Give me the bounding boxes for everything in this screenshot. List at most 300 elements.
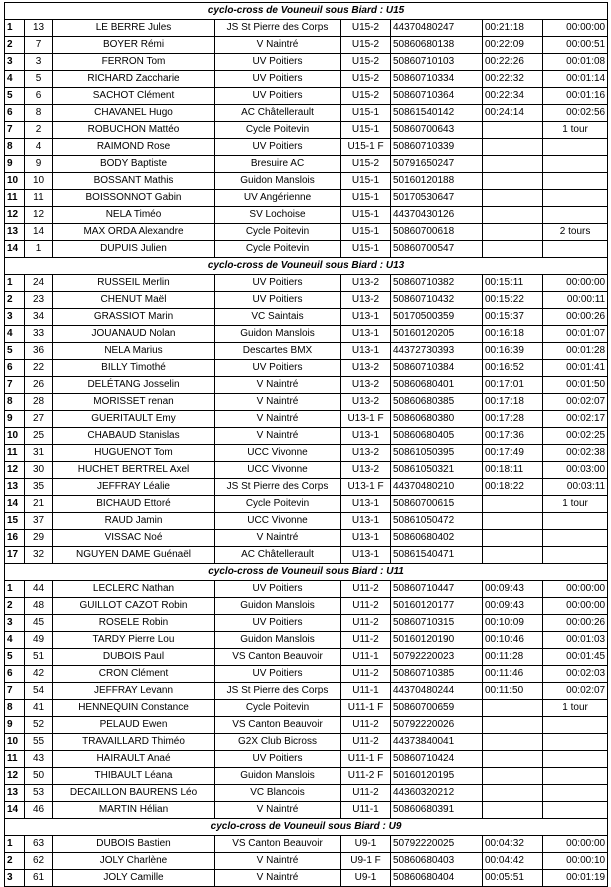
category-cell: U11-2 xyxy=(341,615,391,632)
license-cell: 50860710382 xyxy=(391,275,483,292)
club-cell: UCC Vivonne xyxy=(215,462,341,479)
rider-name-cell: JOLY Charlène xyxy=(53,853,215,870)
gap-cell xyxy=(543,717,608,734)
license-cell: 50792220026 xyxy=(391,717,483,734)
bib-cell: 23 xyxy=(25,292,53,309)
time-cell: 00:11:50 xyxy=(483,683,543,700)
time-cell: 00:22:09 xyxy=(483,37,543,54)
gap-cell: 00:02:17 xyxy=(543,411,608,428)
time-cell xyxy=(483,139,543,156)
time-cell: 00:16:18 xyxy=(483,326,543,343)
table-row xyxy=(5,496,608,513)
gap-cell xyxy=(543,173,608,190)
time-cell xyxy=(483,513,543,530)
category-cell: U13-1 xyxy=(341,530,391,547)
category-cell: U15-2 xyxy=(341,156,391,173)
gap-cell: 00:01:28 xyxy=(543,343,608,360)
club-cell: AC Châtellerault xyxy=(215,105,341,122)
rider-name-cell: SACHOT Clément xyxy=(53,88,215,105)
license-cell: 50860680380 xyxy=(391,411,483,428)
gap-cell: 00:01:14 xyxy=(543,71,608,88)
bib-cell: 26 xyxy=(25,377,53,394)
license-cell: 50160120190 xyxy=(391,632,483,649)
rider-name-cell: JEFFRAY Léalie xyxy=(53,479,215,496)
table-row xyxy=(5,853,608,870)
section-header-row xyxy=(5,564,608,581)
table-row xyxy=(5,190,608,207)
license-cell: 50860710364 xyxy=(391,88,483,105)
section-title: cyclo-cross de Vouneuil sous Biard : U11 xyxy=(5,564,608,581)
gap-cell xyxy=(543,802,608,819)
rank-cell: 14 xyxy=(5,241,25,258)
category-cell: U15-2 xyxy=(341,37,391,54)
gap-cell: 00:02:07 xyxy=(543,683,608,700)
section-title: cyclo-cross de Vouneuil sous Biard : U9 xyxy=(5,819,608,836)
rank-cell: 3 xyxy=(5,870,25,887)
rank-cell: 2 xyxy=(5,853,25,870)
time-cell xyxy=(483,241,543,258)
rider-name-cell: ROSELE Robin xyxy=(53,615,215,632)
license-cell: 50792220023 xyxy=(391,649,483,666)
bib-cell: 31 xyxy=(25,445,53,462)
rider-name-cell: HENNEQUIN Constance xyxy=(53,700,215,717)
bib-cell: 3 xyxy=(25,54,53,71)
category-cell: U13-1 F xyxy=(341,479,391,496)
time-cell: 00:18:22 xyxy=(483,479,543,496)
bib-cell: 61 xyxy=(25,870,53,887)
time-cell xyxy=(483,530,543,547)
club-cell: V Naintré xyxy=(215,411,341,428)
category-cell: U13-2 xyxy=(341,394,391,411)
rider-name-cell: JEFFRAY Levann xyxy=(53,683,215,700)
table-row xyxy=(5,768,608,785)
rank-cell: 2 xyxy=(5,598,25,615)
rank-cell: 9 xyxy=(5,411,25,428)
category-cell: U13-1 xyxy=(341,496,391,513)
time-cell: 00:21:18 xyxy=(483,20,543,37)
rider-name-cell: HUGUENOT Tom xyxy=(53,445,215,462)
bib-cell: 48 xyxy=(25,598,53,615)
rider-name-cell: RAUD Jamin xyxy=(53,513,215,530)
club-cell: V Naintré xyxy=(215,802,341,819)
time-cell: 00:15:37 xyxy=(483,309,543,326)
table-row xyxy=(5,207,608,224)
time-cell: 00:16:39 xyxy=(483,343,543,360)
table-row xyxy=(5,836,608,853)
club-cell: UV Poitiers xyxy=(215,71,341,88)
rider-name-cell: DUPUIS Julien xyxy=(53,241,215,258)
bib-cell: 43 xyxy=(25,751,53,768)
rank-cell: 10 xyxy=(5,428,25,445)
time-cell: 00:17:36 xyxy=(483,428,543,445)
rank-cell: 12 xyxy=(5,462,25,479)
category-cell: U13-1 F xyxy=(341,411,391,428)
club-cell: VC Blancois xyxy=(215,785,341,802)
club-cell: Descartes BMX xyxy=(215,343,341,360)
rider-name-cell: RAIMOND Rose xyxy=(53,139,215,156)
table-row xyxy=(5,785,608,802)
category-cell: U15-2 xyxy=(341,20,391,37)
license-cell: 44370430126 xyxy=(391,207,483,224)
gap-cell: 00:02:07 xyxy=(543,394,608,411)
table-row xyxy=(5,224,608,241)
club-cell: VS Canton Beauvoir xyxy=(215,649,341,666)
table-row xyxy=(5,598,608,615)
rank-cell: 1 xyxy=(5,836,25,853)
club-cell: V Naintré xyxy=(215,853,341,870)
rider-name-cell: TARDY Pierre Lou xyxy=(53,632,215,649)
club-cell: UV Poitiers xyxy=(215,139,341,156)
rank-cell: 17 xyxy=(5,547,25,564)
category-cell: U11-2 F xyxy=(341,768,391,785)
rank-cell: 5 xyxy=(5,88,25,105)
gap-cell xyxy=(543,156,608,173)
gap-cell xyxy=(543,734,608,751)
bib-cell: 55 xyxy=(25,734,53,751)
table-row xyxy=(5,445,608,462)
rank-cell: 6 xyxy=(5,105,25,122)
table-row xyxy=(5,632,608,649)
club-cell: Guidon Manslois xyxy=(215,598,341,615)
rider-name-cell: BOYER Rémi xyxy=(53,37,215,54)
table-row xyxy=(5,309,608,326)
gap-cell: 00:00:00 xyxy=(543,598,608,615)
license-cell: 50861050321 xyxy=(391,462,483,479)
rank-cell: 12 xyxy=(5,207,25,224)
license-cell: 50861050395 xyxy=(391,445,483,462)
rank-cell: 2 xyxy=(5,37,25,54)
gap-cell: 00:02:25 xyxy=(543,428,608,445)
gap-cell: 00:00:26 xyxy=(543,615,608,632)
time-cell xyxy=(483,734,543,751)
category-cell: U11-2 xyxy=(341,785,391,802)
club-cell: UV Poitiers xyxy=(215,275,341,292)
bib-cell: 45 xyxy=(25,615,53,632)
rider-name-cell: CRON Clément xyxy=(53,666,215,683)
club-cell: UV Poitiers xyxy=(215,666,341,683)
category-cell: U11-1 F xyxy=(341,700,391,717)
time-cell: 00:15:22 xyxy=(483,292,543,309)
category-cell: U15-1 xyxy=(341,190,391,207)
table-row xyxy=(5,870,608,887)
club-cell: AC Châtellerault xyxy=(215,547,341,564)
club-cell: V Naintré xyxy=(215,428,341,445)
rank-cell: 10 xyxy=(5,734,25,751)
rank-cell: 11 xyxy=(5,751,25,768)
gap-cell: 00:01:07 xyxy=(543,326,608,343)
club-cell: Cycle Poitevin xyxy=(215,496,341,513)
club-cell: VC Saintais xyxy=(215,309,341,326)
gap-cell: 00:00:00 xyxy=(543,20,608,37)
time-cell: 00:15:11 xyxy=(483,275,543,292)
time-cell: 00:18:11 xyxy=(483,462,543,479)
category-cell: U11-1 xyxy=(341,649,391,666)
bib-cell: 42 xyxy=(25,666,53,683)
table-row xyxy=(5,802,608,819)
license-cell: 50860700547 xyxy=(391,241,483,258)
rank-cell: 13 xyxy=(5,479,25,496)
time-cell xyxy=(483,802,543,819)
gap-cell: 00:01:45 xyxy=(543,649,608,666)
rider-name-cell: DUBOIS Bastien xyxy=(53,836,215,853)
rank-cell: 2 xyxy=(5,292,25,309)
gap-cell: 00:00:00 xyxy=(543,836,608,853)
license-cell: 50860680403 xyxy=(391,853,483,870)
table-row xyxy=(5,700,608,717)
bib-cell: 10 xyxy=(25,173,53,190)
category-cell: U15-1 xyxy=(341,173,391,190)
rank-cell: 7 xyxy=(5,122,25,139)
category-cell: U15-1 xyxy=(341,224,391,241)
club-cell: Guidon Manslois xyxy=(215,173,341,190)
rider-name-cell: MORISSET renan xyxy=(53,394,215,411)
bib-cell: 29 xyxy=(25,530,53,547)
bib-cell: 4 xyxy=(25,139,53,156)
gap-cell xyxy=(543,785,608,802)
license-cell: 50860710424 xyxy=(391,751,483,768)
time-cell: 00:22:34 xyxy=(483,88,543,105)
gap-cell: 00:01:19 xyxy=(543,870,608,887)
license-cell: 44373840041 xyxy=(391,734,483,751)
category-cell: U11-1 xyxy=(341,683,391,700)
bib-cell: 49 xyxy=(25,632,53,649)
table-row xyxy=(5,513,608,530)
club-cell: SV Lochoise xyxy=(215,207,341,224)
club-cell: JS St Pierre des Corps xyxy=(215,479,341,496)
time-cell xyxy=(483,768,543,785)
rider-name-cell: BOISSONNOT Gabin xyxy=(53,190,215,207)
table-row xyxy=(5,462,608,479)
license-cell: 50860680404 xyxy=(391,870,483,887)
rank-cell: 4 xyxy=(5,71,25,88)
rank-cell: 1 xyxy=(5,581,25,598)
gap-cell: 00:00:10 xyxy=(543,853,608,870)
license-cell: 50861050472 xyxy=(391,513,483,530)
gap-cell: 00:01:08 xyxy=(543,54,608,71)
club-cell: Cycle Poitevin xyxy=(215,241,341,258)
gap-cell xyxy=(543,513,608,530)
results-sheet xyxy=(4,2,607,887)
rider-name-cell: GUERITAULT Emy xyxy=(53,411,215,428)
table-row xyxy=(5,547,608,564)
license-cell: 50160120195 xyxy=(391,768,483,785)
category-cell: U13-1 xyxy=(341,547,391,564)
bib-cell: 53 xyxy=(25,785,53,802)
license-cell: 44370480247 xyxy=(391,20,483,37)
rank-cell: 4 xyxy=(5,326,25,343)
gap-cell: 00:02:56 xyxy=(543,105,608,122)
rank-cell: 11 xyxy=(5,445,25,462)
club-cell: VS Canton Beauvoir xyxy=(215,717,341,734)
category-cell: U13-2 xyxy=(341,377,391,394)
rank-cell: 4 xyxy=(5,632,25,649)
section-header-row xyxy=(5,3,608,20)
club-cell: UCC Vivonne xyxy=(215,513,341,530)
category-cell: U11-2 xyxy=(341,734,391,751)
license-cell: 50860710447 xyxy=(391,581,483,598)
rank-cell: 5 xyxy=(5,649,25,666)
license-cell: 44370480210 xyxy=(391,479,483,496)
rider-name-cell: BOSSANT Mathis xyxy=(53,173,215,190)
rank-cell: 13 xyxy=(5,224,25,241)
club-cell: UV Poitiers xyxy=(215,292,341,309)
rider-name-cell: MAX ORDA Alexandre xyxy=(53,224,215,241)
gap-cell: 00:00:26 xyxy=(543,309,608,326)
table-row xyxy=(5,649,608,666)
rider-name-cell: HAIRAULT Anaé xyxy=(53,751,215,768)
license-cell: 50160120205 xyxy=(391,326,483,343)
license-cell: 50860710385 xyxy=(391,666,483,683)
table-row xyxy=(5,241,608,258)
license-cell: 50860710432 xyxy=(391,292,483,309)
gap-cell xyxy=(543,190,608,207)
rank-cell: 8 xyxy=(5,700,25,717)
time-cell: 00:22:32 xyxy=(483,71,543,88)
category-cell: U15-1 xyxy=(341,105,391,122)
gap-cell xyxy=(543,530,608,547)
results-table xyxy=(4,2,608,887)
time-cell: 00:11:46 xyxy=(483,666,543,683)
category-cell: U13-1 xyxy=(341,428,391,445)
time-cell: 00:09:43 xyxy=(483,598,543,615)
time-cell: 00:10:46 xyxy=(483,632,543,649)
license-cell: 50860710334 xyxy=(391,71,483,88)
time-cell: 00:05:51 xyxy=(483,870,543,887)
license-cell: 44372730393 xyxy=(391,343,483,360)
time-cell xyxy=(483,207,543,224)
table-row xyxy=(5,156,608,173)
rider-name-cell: DUBOIS Paul xyxy=(53,649,215,666)
rider-name-cell: LE BERRE Jules xyxy=(53,20,215,37)
club-cell: Cycle Poitevin xyxy=(215,224,341,241)
club-cell: UV Poitiers xyxy=(215,751,341,768)
license-cell: 50792220025 xyxy=(391,836,483,853)
bib-cell: 35 xyxy=(25,479,53,496)
table-row xyxy=(5,139,608,156)
rider-name-cell: NGUYEN DAME Guénaël xyxy=(53,547,215,564)
club-cell: Guidon Manslois xyxy=(215,632,341,649)
table-row xyxy=(5,377,608,394)
bib-cell: 36 xyxy=(25,343,53,360)
rider-name-cell: GUILLOT CAZOT Robin xyxy=(53,598,215,615)
bib-cell: 32 xyxy=(25,547,53,564)
bib-cell: 44 xyxy=(25,581,53,598)
bib-cell: 62 xyxy=(25,853,53,870)
category-cell: U13-1 xyxy=(341,326,391,343)
category-cell: U13-2 xyxy=(341,445,391,462)
gap-cell xyxy=(543,547,608,564)
table-row xyxy=(5,683,608,700)
license-cell: 44370480244 xyxy=(391,683,483,700)
rider-name-cell: FERRON Tom xyxy=(53,54,215,71)
club-cell: Cycle Poitevin xyxy=(215,122,341,139)
club-cell: Guidon Manslois xyxy=(215,768,341,785)
category-cell: U13-2 xyxy=(341,462,391,479)
bib-cell: 11 xyxy=(25,190,53,207)
gap-cell: 00:01:16 xyxy=(543,88,608,105)
category-cell: U15-1 xyxy=(341,207,391,224)
bib-cell: 30 xyxy=(25,462,53,479)
category-cell: U13-2 xyxy=(341,275,391,292)
rank-cell: 12 xyxy=(5,768,25,785)
rank-cell: 1 xyxy=(5,20,25,37)
bib-cell: 21 xyxy=(25,496,53,513)
gap-cell: 00:02:38 xyxy=(543,445,608,462)
gap-cell: 00:03:00 xyxy=(543,462,608,479)
rank-cell: 6 xyxy=(5,360,25,377)
bib-cell: 41 xyxy=(25,700,53,717)
table-row xyxy=(5,20,608,37)
rank-cell: 10 xyxy=(5,173,25,190)
category-cell: U13-2 xyxy=(341,360,391,377)
rider-name-cell: GRASSIOT Marin xyxy=(53,309,215,326)
rider-name-cell: NELA Marius xyxy=(53,343,215,360)
table-row xyxy=(5,37,608,54)
license-cell: 50860680402 xyxy=(391,530,483,547)
category-cell: U11-1 F xyxy=(341,751,391,768)
rider-name-cell: BODY Baptiste xyxy=(53,156,215,173)
rider-name-cell: CHENUT Maël xyxy=(53,292,215,309)
gap-cell: 00:01:50 xyxy=(543,377,608,394)
gap-cell: 00:01:41 xyxy=(543,360,608,377)
rider-name-cell: LECLERC Nathan xyxy=(53,581,215,598)
table-row xyxy=(5,71,608,88)
club-cell: UV Poitiers xyxy=(215,88,341,105)
license-cell: 50860680138 xyxy=(391,37,483,54)
time-cell: 00:10:09 xyxy=(483,615,543,632)
club-cell: V Naintré xyxy=(215,377,341,394)
time-cell: 00:17:18 xyxy=(483,394,543,411)
category-cell: U11-2 xyxy=(341,666,391,683)
table-row xyxy=(5,717,608,734)
time-cell xyxy=(483,496,543,513)
gap-cell: 00:00:11 xyxy=(543,292,608,309)
rank-cell: 7 xyxy=(5,377,25,394)
time-cell: 00:17:28 xyxy=(483,411,543,428)
time-cell xyxy=(483,190,543,207)
license-cell: 50860680405 xyxy=(391,428,483,445)
rider-name-cell: JOLY Camille xyxy=(53,870,215,887)
rank-cell: 9 xyxy=(5,156,25,173)
rank-cell: 5 xyxy=(5,343,25,360)
bib-cell: 46 xyxy=(25,802,53,819)
gap-cell: 1 tour xyxy=(543,496,608,513)
table-row xyxy=(5,411,608,428)
category-cell: U13-1 xyxy=(341,513,391,530)
category-cell: U13-1 xyxy=(341,309,391,326)
gap-cell: 2 tours xyxy=(543,224,608,241)
license-cell: 50860680391 xyxy=(391,802,483,819)
category-cell: U15-2 xyxy=(341,54,391,71)
rank-cell: 3 xyxy=(5,615,25,632)
table-row xyxy=(5,292,608,309)
gap-cell xyxy=(543,241,608,258)
club-cell: UV Poitiers xyxy=(215,54,341,71)
table-row xyxy=(5,54,608,71)
gap-cell: 1 tour xyxy=(543,122,608,139)
category-cell: U13-2 xyxy=(341,292,391,309)
table-row xyxy=(5,751,608,768)
time-cell: 00:17:01 xyxy=(483,377,543,394)
rank-cell: 15 xyxy=(5,513,25,530)
license-cell: 50860680385 xyxy=(391,394,483,411)
rank-cell: 3 xyxy=(5,309,25,326)
gap-cell: 00:03:11 xyxy=(543,479,608,496)
gap-cell: 00:02:03 xyxy=(543,666,608,683)
time-cell xyxy=(483,173,543,190)
license-cell: 50160120188 xyxy=(391,173,483,190)
bib-cell: 14 xyxy=(25,224,53,241)
